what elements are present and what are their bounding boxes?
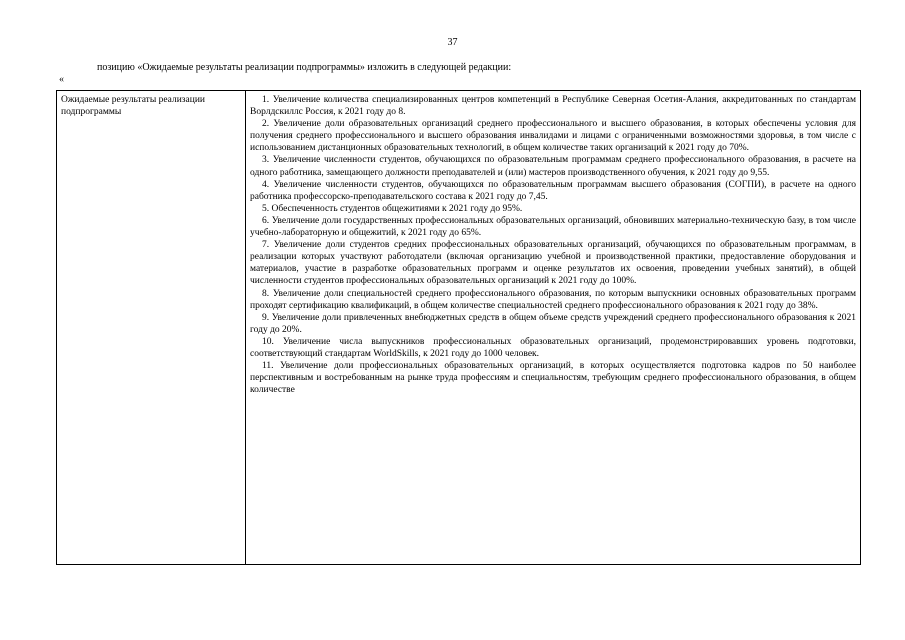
list-item: 11. Увеличение доли профессиональных образовательных организаций, в которых осуществляется подготовка кадров по 50 наиболее перспективным и востребованным на рынке труда профессиям и специальностям, требующим среднего профессионального образования, в общем количестве	[250, 361, 856, 396]
list-item: 7. Увеличение доли студентов средних профессиональных образовательных организаций, обучающихся по образовательным программам, в реализации которых участвуют работодатели (включая организацию учебной и производственной практики, предоставление оборудования и материалов, участие в разработке образовательных программ и оценке результатов их освоения, проведении учебных занятий), в общей численности студентов профессиональных образовательных организаций к 2021 году до 100%.	[250, 240, 856, 287]
list-item: 10. Увеличение числа выпускников профессиональных образовательных организаций, продемонстрировавших уровень подготовки, соответствующий стандартам WorldSkills, к 2021 году до 1000 человек.	[250, 336, 856, 359]
results-table	[56, 90, 861, 565]
list-item: 1. Увеличение количества специализированных центров компетенций в Республике Северная Осетия-Алания, аккредитованных по стандартам Ворлдскиллс Россия, к 2021 году до 8.	[250, 95, 856, 118]
list-item: 2. Увеличение доли образовательных организаций среднего профессионального и высшего образования, в которых обеспечены условия для получения среднего профессионального и высшего образования инвалидами и лицами с ограниченными возможностями здоровья, в том числе с использованием дистанционных образовательных технологий, в общем количестве таких организаций к 2021 году до 70%.	[250, 119, 856, 154]
content-cell	[246, 91, 861, 565]
opening-quote: «	[59, 74, 64, 85]
list-item: 3. Увеличение численности студентов, обучающихся по образовательным программам среднего профессионального образования, в расчете на одного работника, замещающего должности преподавателей и (или) мастеров производственного обучения, к 2021 году до 9,55.	[250, 155, 856, 178]
label-cell: Ожидаемые результаты реализации подпрограммы	[57, 91, 246, 565]
list-item: 4. Увеличение численности студентов, обучающихся по образовательным программам высшего образования (СОГПИ), в расчете на одного работника профессорско-преподавательского состава к 2021 году до 7,45.	[250, 179, 856, 202]
list-item: 8. Увеличение доли специальностей среднего профессионального образования, по которым выпускники основных образовательных программ проходят сертификацию квалификаций, в общем количестве специальностей среднего профессионального образования к 2021 году до 38%.	[250, 288, 856, 311]
page-number: 37	[447, 37, 458, 48]
table-row	[57, 91, 861, 565]
list-item: 5. Обеспеченность студентов общежитиями к 2021 году до 95%.	[262, 203, 523, 214]
list-item: 6. Увеличение доли государственных профессиональных образовательных организаций, обновивших материально-техническую базу, в том числе учебно-лабораторную и общежитий, к 2021 году до 65%.	[250, 215, 856, 239]
intro-text: позицию «Ожидаемые результаты реализации подпрограммы» изложить в следующей редакции:	[97, 62, 512, 73]
list-item: 9. Увеличение доли привлеченных внебюджетных средств в общем объеме средств учреждений среднего профессионального образования к 2021 году до 20%.	[250, 312, 856, 335]
